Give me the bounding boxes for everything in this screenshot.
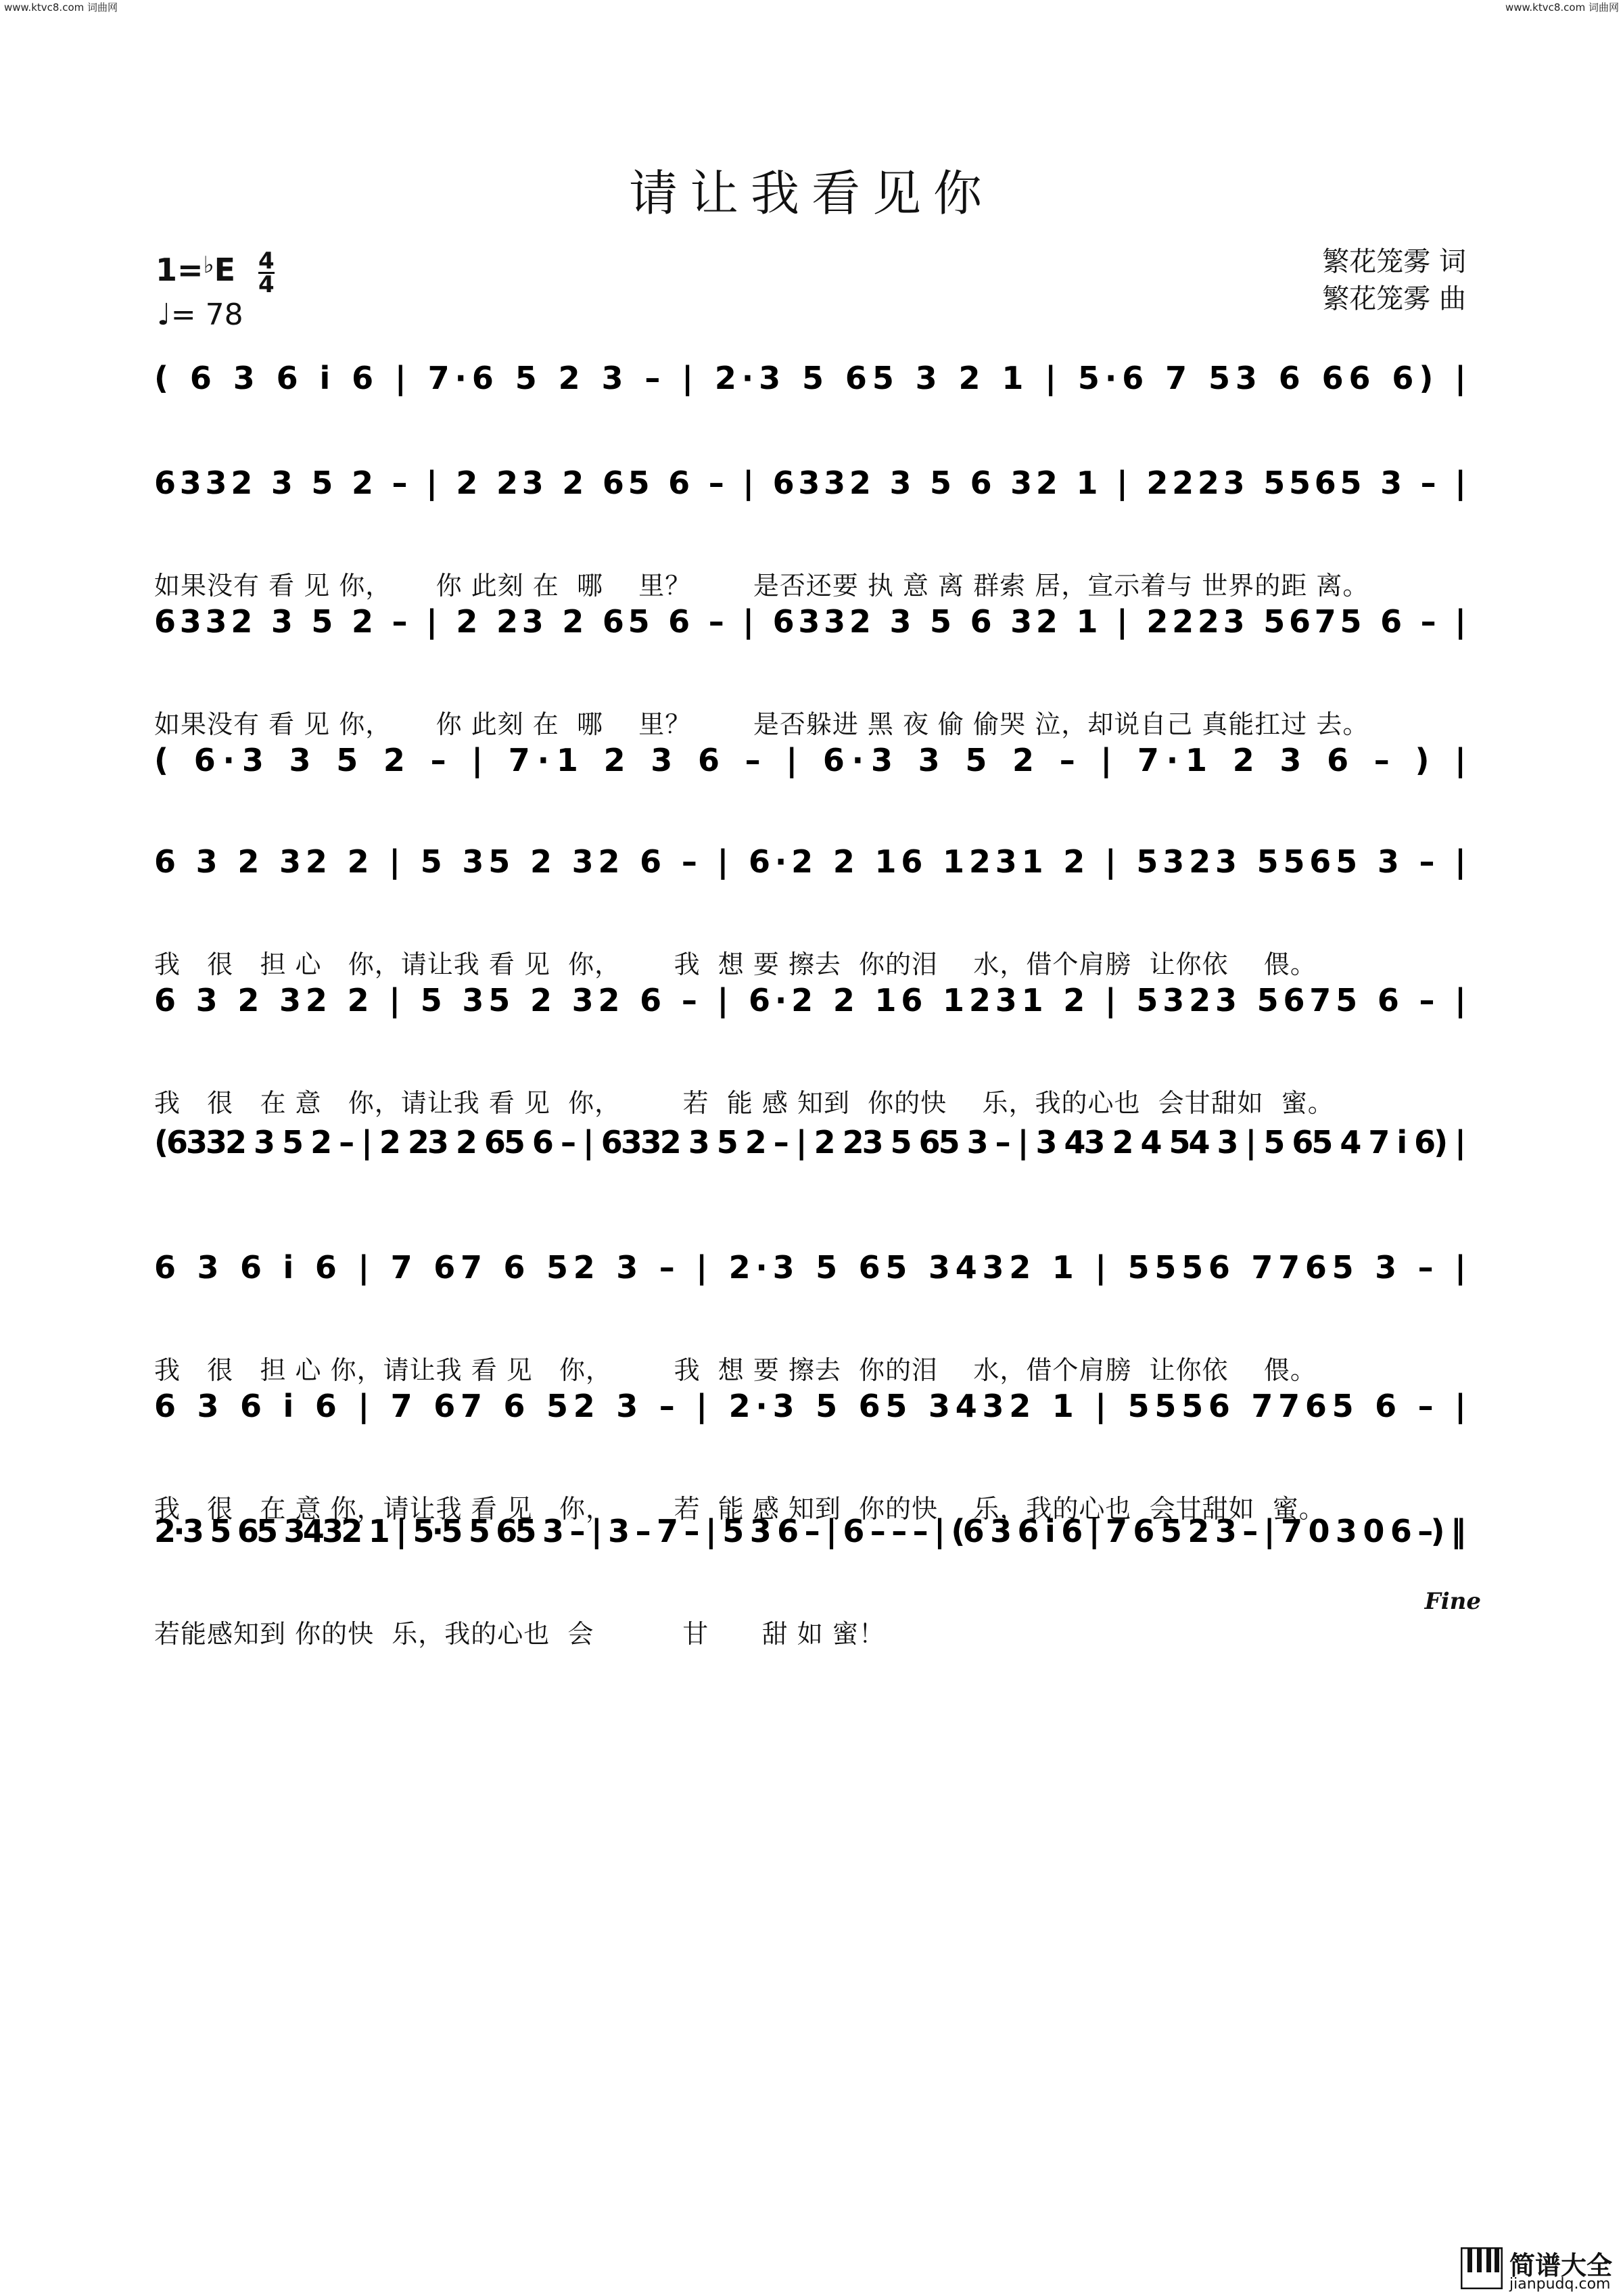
lyricist-credit: 繁花笼雾 词 <box>1322 246 1466 277</box>
notation-text: ( 6·3 3 5 2 – | 7·1 2 3 6 – | 6·3 3 5 2 – | 7·1 2 3 6 – ) | <box>154 742 1466 778</box>
notation-text: (6332 3 5 2 – | 2 23 2 65 6 – | 6332 3 5 2 – | 2 23 5 65 3 – | 3 43 2 4 54 3 | 5 65 4 7 i 6) | <box>154 1124 1466 1161</box>
notation-line <box>153 1106 1470 1187</box>
flat-sign: ♭ <box>203 252 214 279</box>
notation-line <box>153 1369 1470 1451</box>
lyric-line: 我 很 担 心 你，请让我 看 见 你， 我 想 要 擦去 你的泪 水，借个肩膀 让你依 偎。 <box>154 950 1317 979</box>
notation-line <box>153 825 1470 906</box>
logo-name: 简谱大全 <box>1509 2251 1613 2280</box>
lyric-line: 如果没有 看 见 你， 你 此刻 在 哪 里？ 是否躲进 黑 夜 偷 偷哭 泣，却说自己 真能扛过 去。 <box>154 709 1369 739</box>
lyric-line: 我 很 担 心 你，请让我 看 见 你， 我 想 要 擦去 你的泪 水，借个肩膀 让你依 偎。 <box>154 1355 1317 1385</box>
composer-credit: 繁花笼雾 曲 <box>1322 283 1466 314</box>
notation-line <box>153 342 1470 423</box>
time-signature-top: 4 <box>258 248 275 275</box>
time-signature-bottom: 4 <box>258 271 275 298</box>
notation-text: 6 3 6 i 6 | 7 67 6 52 3 – | 2·3 5 65 3432 1 | 5556 7765 6 – | <box>154 1388 1466 1424</box>
notation-line <box>153 1231 1470 1312</box>
notation-line <box>153 585 1470 666</box>
site-logo <box>1461 2242 1623 2296</box>
time-signature <box>258 250 275 296</box>
key-signature <box>156 252 235 288</box>
lyric-line: 如果没有 看 见 你， 你 此刻 在 哪 里？ 是否还要 执 意 离 群索 居，宣示着与 世界的距 离。 <box>154 571 1369 601</box>
notation-text: 6332 3 5 2 – | 2 23 2 65 6 – | 6332 3 5 6 32 1 | 2223 5675 6 – | <box>154 603 1466 640</box>
notation-line <box>153 446 1470 528</box>
notation-line <box>153 724 1470 805</box>
lyric-line: 我 很 在 意 你，请让我 看 见 你， 若 能 感 知到 你的快 乐，我的心也 会甘甜如 蜜。 <box>154 1494 1325 1524</box>
notation-text: 6 3 6 i 6 | 7 67 6 52 3 – | 2·3 5 65 3432 1 | 5556 7765 3 – | <box>154 1249 1466 1286</box>
key-prefix: 1= <box>156 252 204 288</box>
notation-text: 2·3 5 65 3432 1 | 5·5 5 65 3 – | 3 – 7 – | 5 3 6 – | 6 – – – | (6 3 6 i 6 | 7 6 5 2 3 – | 7 0 3 0 6 –) ‖ <box>154 1513 1467 1549</box>
song-title: 请让我看见你 <box>628 165 994 222</box>
notation-line <box>153 964 1470 1045</box>
site-watermark-right: www.ktvc8.com 词曲网 <box>1505 1 1619 14</box>
notation-text: 6332 3 5 2 – | 2 23 2 65 6 – | 6332 3 5 6 32 1 | 2223 5565 3 – | <box>154 465 1466 501</box>
notation-text: 6 3 2 32 2 | 5 35 2 32 6 – | 6·2 2 16 1231 2 | 5323 5675 6 – | <box>154 982 1466 1018</box>
piano-keys-icon <box>1461 2247 1503 2289</box>
tempo-marking: ♩= 78 <box>157 298 243 332</box>
notation-text: ( 6 3 6 i 6 | 7·6 5 2 3 – | 2·3 5 65 3 2 1 | 5·6 7 53 6 66 6) | <box>154 360 1466 396</box>
key-note: E <box>214 252 236 288</box>
notation-line <box>153 1495 1470 1576</box>
lyric-line: 若能感知到 你的快 乐，我的心也 会 甘 甜 如 蜜！ <box>154 1619 885 1649</box>
notation-text: 6 3 2 32 2 | 5 35 2 32 6 – | 6·2 2 16 1231 2 | 5323 5565 3 – | <box>154 843 1466 880</box>
logo-url: jianpudq.com <box>1509 2276 1611 2293</box>
site-watermark-left: www.ktvc8.com 词曲网 <box>4 1 118 14</box>
lyric-line: 我 很 在 意 你，请让我 看 见 你， 若 能 感 知到 你的快 乐，我的心也 会甘甜如 蜜。 <box>154 1088 1334 1118</box>
fine-marking: Fine <box>1424 1588 1481 1615</box>
